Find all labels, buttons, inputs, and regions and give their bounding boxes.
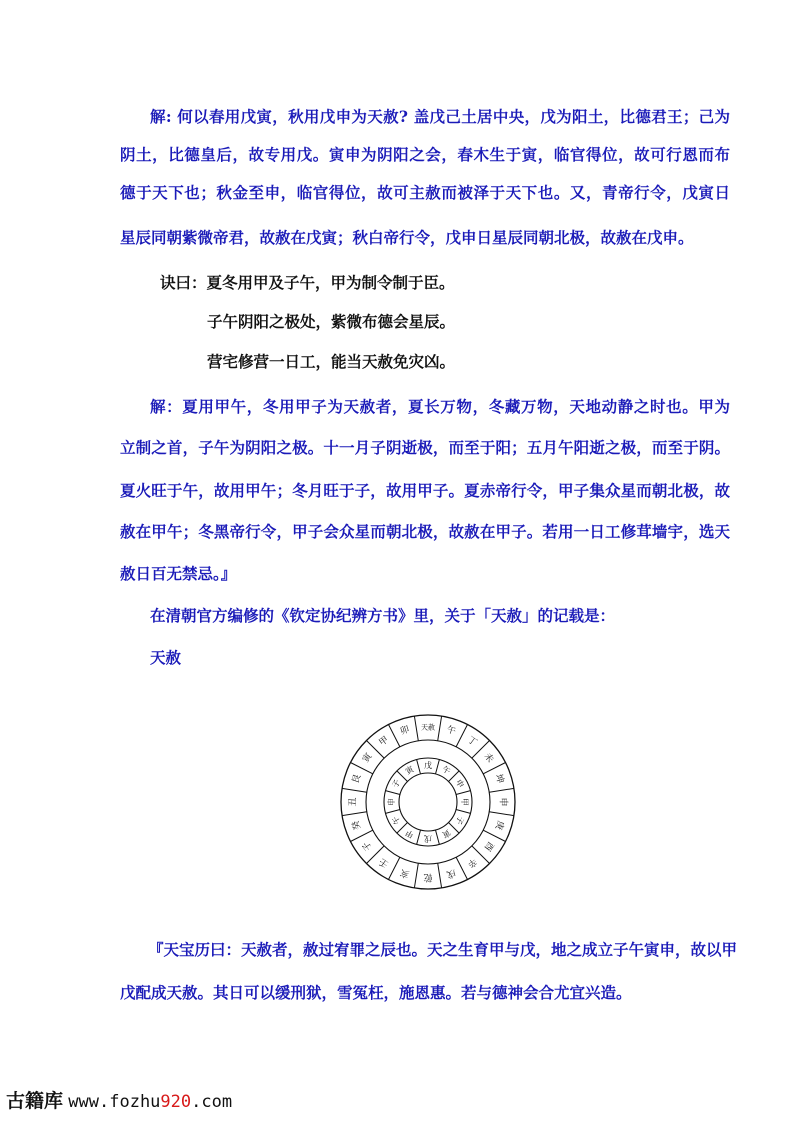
footer-url <box>68 1092 232 1112</box>
outer-sector-label: 辛 <box>465 855 479 869</box>
verse-line-1: 诀曰：夏冬用甲及子午，甲为制令制于臣。 <box>160 273 455 292</box>
outer-spoke <box>489 812 514 816</box>
intro-text: 在清朝官方编修的《钦定协纪辨方书》里，关于「天赦」的记载是： <box>150 606 616 625</box>
para2-line-2: 立制之首，子午为阴阳之极。十一月子阴逝极，而至于阳；五月午阳逝之极，而至于阴。 <box>120 438 730 457</box>
inner-spoke <box>385 810 399 814</box>
outer-sector-label: 亥 <box>399 866 411 880</box>
verse-line-3: 营宅修营一日工，能当天赦免灾凶。 <box>207 352 456 371</box>
footer-url-a: www.fozhu <box>68 1092 161 1112</box>
outer-sector-label: 申 <box>497 797 508 807</box>
outer-sector-label: 癸 <box>350 819 364 831</box>
footer-url-c: .com <box>191 1092 233 1112</box>
outer-sector-label: 午 <box>445 724 457 738</box>
inner-sector-label: 寅 <box>404 764 416 777</box>
para2-line-3: 夏火旺于午，故用甲午；冬月旺于子，故用甲子。夏赤帝行令，甲子集众星而朝北极，故 <box>120 481 730 500</box>
inner-spoke <box>385 791 399 795</box>
para3-line-1: 『天宝历曰：天赦者，赦过宥罪之辰也。天之生育甲与戊，地之成立子午寅申，故以甲 <box>148 940 738 959</box>
outer-spoke <box>438 863 442 888</box>
footer-url-b: 920 <box>160 1092 192 1112</box>
outer-sector-label: 坤 <box>492 773 506 785</box>
outer-spoke <box>342 812 367 816</box>
outer-spoke <box>414 863 418 888</box>
verse-line-2: 子午阴阳之极处，紫微布德会星辰。 <box>207 312 456 331</box>
outer-sector-label: 乾 <box>423 871 433 882</box>
inner-sector-label: 午 <box>440 764 452 777</box>
center-circle <box>399 773 457 831</box>
outer-sector-label: 未 <box>481 751 495 765</box>
outer-spoke <box>489 788 514 792</box>
para3-line-2: 戊配成天赦。其日可以缓刑狱，雪冤枉，施恩惠。若与德神会合尤宜兴造。 <box>120 983 632 1002</box>
inner-sector-label: 戊 <box>424 761 432 770</box>
inner-sector-label: 甲 <box>404 827 416 840</box>
inner-sector-label: 甲 <box>460 798 469 806</box>
para2-line-1: 解：夏用甲午，冬用甲子为天赦者，夏长万物，冬藏万物，天地动静之时也。甲为 <box>150 397 730 416</box>
inner-spoke <box>456 791 470 795</box>
outer-sector-label: 寅 <box>361 751 375 765</box>
outer-sector-label: 艮 <box>350 773 364 785</box>
inner-sector-label: 子 <box>453 814 466 826</box>
inner-sector-label: 申 <box>453 778 466 790</box>
outer-sector-label: 天赦 <box>421 723 435 732</box>
section-heading: 天赦 <box>150 648 182 667</box>
para2-line-4: 赦在甲午；冬黑帝行令，甲子会众星而朝北极，故赦在甲子。若用一日工修茸墙宇，选天 <box>120 522 730 541</box>
inner-sector-label: 寅 <box>440 827 452 840</box>
para2-line-5: 赦日百无禁忌。』 <box>120 564 237 583</box>
footer-watermark <box>6 1086 232 1113</box>
inner-spoke <box>436 830 440 844</box>
para1-line-1: 解: 何以春用戊寅，秋用戊申为天赦? 盖戊己土居中央，戊为阳土，比德君王；己为 <box>150 107 730 126</box>
inner-sector-label: 子 <box>390 778 403 790</box>
outer-sector-label: 子 <box>361 839 375 853</box>
para1-line-2: 阴土，比德皇后，故专用戊。寅申为阴阳之会，春木生于寅，临官得位，故可行恩而布 <box>120 145 730 164</box>
tianshe-wheel-diagram <box>338 712 518 892</box>
inner-spoke <box>456 810 470 814</box>
outer-sector-label: 戌 <box>445 866 457 880</box>
outer-sector-label: 丑 <box>348 797 359 807</box>
outer-sector-label: 庚 <box>492 819 506 831</box>
outer-sector-label: 卯 <box>399 724 411 738</box>
outer-spoke <box>414 716 418 741</box>
inner-sector-label: 午 <box>390 814 403 826</box>
outer-sector-label: 酉 <box>481 839 495 853</box>
inner-spoke <box>436 759 440 773</box>
outer-sector-label: 甲 <box>377 735 391 749</box>
inner-sector-label: 戊 <box>424 834 432 843</box>
para1-line-3: 德于天下也；秋金至申，临官得位，故可主赦而被泽于天下也。又，青帝行令，戊寅日 <box>120 183 730 202</box>
inner-spoke <box>417 830 421 844</box>
footer-brand: 古籍库 <box>6 1091 64 1112</box>
outer-spoke <box>342 788 367 792</box>
inner-sector-label: 申 <box>387 798 396 806</box>
outer-sector-label: 壬 <box>377 855 391 869</box>
inner-spoke <box>417 759 421 773</box>
para1-line-4: 星辰同朝紫微帝君，故赦在戊寅；秋白帝行令，戊申日星辰同朝北极，故赦在戊申。 <box>120 228 694 247</box>
outer-spoke <box>438 716 442 741</box>
outer-sector-label: 丁 <box>465 735 479 749</box>
